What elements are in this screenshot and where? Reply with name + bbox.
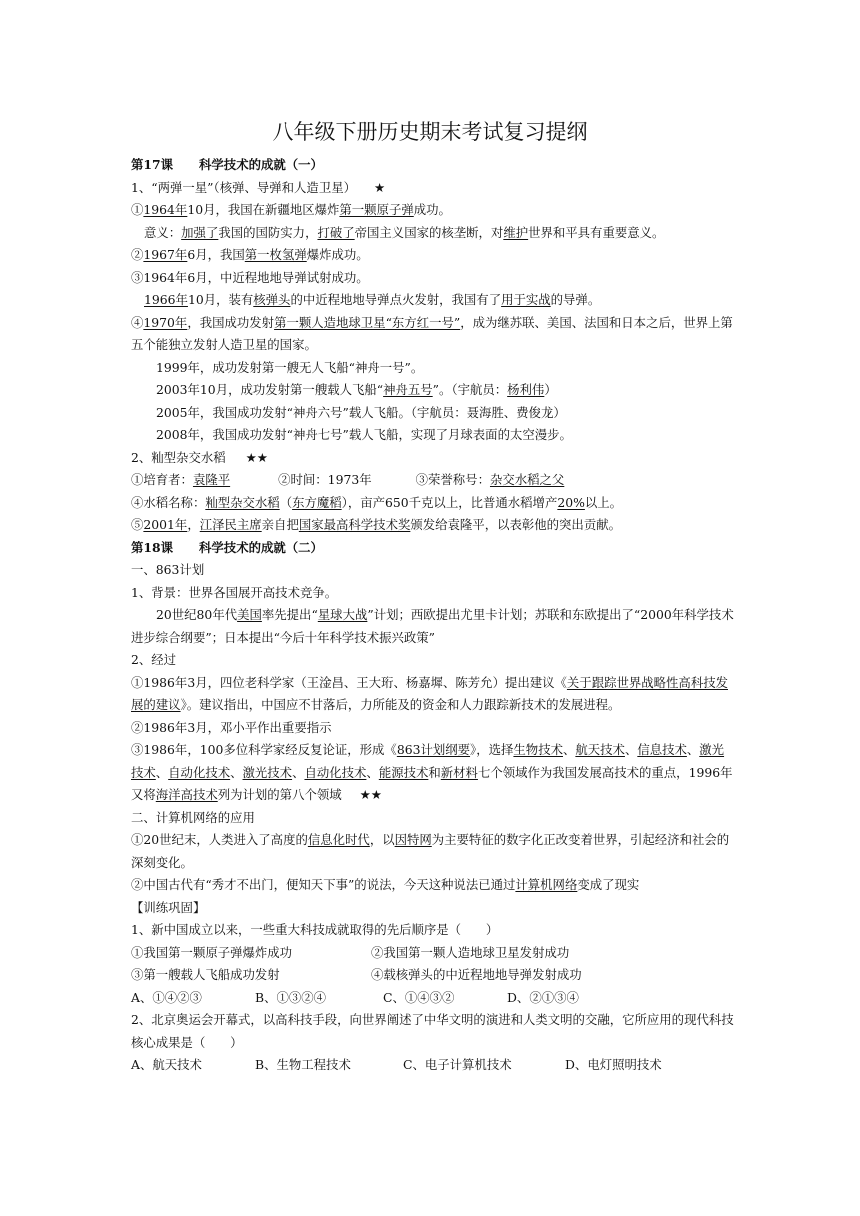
section-863-plan: 一、863计划 — [131, 562, 205, 577]
page-title: 八年级下册历史期末考试复习提纲 — [272, 120, 588, 144]
subsection-process: 2、经过 — [131, 652, 177, 667]
list-item: 1966年10月，装有核弹头的中近程地地导弹点火发射，我国有了用于实战的导弹。 — [144, 292, 601, 307]
list-item: ②1986年3月，邓小平作出重要指示 — [131, 719, 332, 735]
training-heading: 【训练巩固】 — [131, 899, 206, 915]
lesson-title: 科学技术的成就（一） — [199, 157, 323, 172]
lesson-number: 第18课 — [131, 539, 174, 555]
lesson-title: 科学技术的成就（二） — [199, 539, 323, 555]
list-item: ④1970年，我国成功发射第一颗人造地球卫星“东方红一号”，成为继苏联、美国、法国和日本之后，世界上第五个能独立发射人造卫星的国家。 — [131, 314, 733, 352]
list-item: 2003年10月，成功发射第一艘载人飞船“神舟五号”。（宇航员：杨利伟） — [156, 382, 557, 397]
list-item: ①1986年3月，四位老科学家（王淦昌、王大珩、杨嘉墀、陈芳允）提出建议《关于跟踪世界战略性高科技发展的建议》。建议指出，中国应不甘落后，力所能及的资金和人力跟踪新技术的发展进程。 — [131, 674, 728, 712]
lesson-17-heading — [131, 154, 736, 177]
question-1-items: ③第一艘载人飞船成功发射 ④载核弹头的中近程地地导弹发射成功 — [131, 967, 582, 982]
lesson-18-heading — [131, 537, 736, 560]
list-item: ⑤2001年，江泽民主席亲自把国家最高科学技术奖颁发给袁隆平，以表彰他的突出贡献。 — [131, 517, 621, 532]
section-hybrid-rice: 2、籼型杂交水稻 ★★ — [131, 449, 268, 465]
section-two-bombs-one-satellite: 1、“两弹一星”（核弹、导弹和人造卫星） ★ — [131, 179, 386, 195]
list-item: ③1986年，100多位科学家经反复论证，形成《863计划纲要》，选择生物技术、航天技术、信息技术、激光技术、自动化技术、激光技术、自动化技术、能源技术和新材料七个领域作为我国发展高技术的重点，1996年又将海洋高技术列为计划的第八个领域 ★★ — [131, 742, 733, 802]
star-icon: ★ — [374, 179, 386, 195]
star-icon: ★★ — [245, 449, 268, 465]
list-item: ①20世纪末，人类进入了高度的信息化时代，以因特网为主要特征的数字化正改变着世界，引起经济和社会的深刻变化。 — [131, 832, 730, 870]
question-1-items: ①我国第一颗原子弹爆炸成功 ②我国第一颗人造地球卫星发射成功 — [131, 944, 570, 960]
list-item: ①1964年10月，我国在新疆地区爆炸第一颗原子弹成功。 — [131, 202, 451, 217]
list-item: 20世纪80年代美国率先提出“星球大战”计划；西欧提出尤里卡计划；苏联和东欧提出了“2000年科学技术进步综合纲要”；日本提出“今后十年科学技术振兴政策” — [131, 607, 734, 645]
question-1-choices: A、①④②③ B、①③②④ C、①④③② D、②①③④ — [131, 989, 579, 1005]
section-computer-network: 二、计算机网络的应用 — [131, 809, 255, 825]
question-2: 2、北京奥运会开幕式，以高科技手段，向世界阐述了中华文明的演进和人类文明的交融，它所应用的现代科技核心成果是（ ） — [131, 1012, 734, 1050]
question-1: 1、新中国成立以来，一些重大科技成就取得的先后顺序是（ ） — [131, 922, 499, 937]
list-item: ④水稻名称：籼型杂交水稻（东方魔稻），亩产650千克以上，比普通水稻增产20%以上。 — [131, 494, 623, 510]
list-item: 2008年，我国成功发射“神舟七号”载人飞船，实现了月球表面的太空漫步。 — [156, 427, 572, 442]
list-item: ③1964年6月，中近程地地导弹试射成功。 — [131, 269, 369, 285]
list-item: 1999年，成功发射第一艘无人飞船“神舟一号”。 — [156, 359, 424, 375]
star-icon: ★★ — [359, 787, 382, 802]
list-item: 意义：加强了我国的国防实力，打破了帝国主义国家的核垄断，对维护世界和平具有重要意义。 — [144, 224, 665, 240]
question-2-choices: A、航天技术 B、生物工程技术 C、电子计算机技术 D、电灯照明技术 — [131, 1057, 662, 1072]
list-item: ②中国古代有“秀才不出门，便知天下事”的说法，今天这种说法已通过计算机网络变成了现实 — [131, 877, 640, 892]
subsection-background: 1、背景：世界各国展开高技术竞争。 — [131, 584, 338, 600]
lesson-number: 第17课 — [131, 157, 174, 172]
list-item: ②1967年6月，我国第一枚氢弹爆炸成功。 — [131, 247, 369, 262]
document-body — [131, 154, 736, 1077]
list-item: ①培育者：袁隆平 ②时间：1973年 ③荣誉称号：杂交水稻之父 — [131, 472, 565, 487]
list-item: 2005年，我国成功发射“神舟六号”载人飞船。（宇航员：聂海胜、费俊龙） — [156, 404, 566, 420]
